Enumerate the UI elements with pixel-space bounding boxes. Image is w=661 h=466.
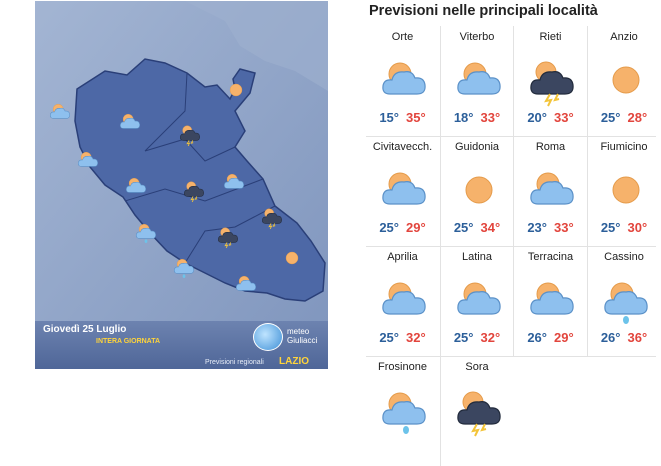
sun-cloud-icon <box>455 56 503 104</box>
city-name: Frosinone <box>378 361 427 373</box>
city-name: Guidonia <box>454 141 500 153</box>
max-temperature: 29° <box>554 330 574 345</box>
city-temperatures <box>441 220 514 235</box>
city-temperatures <box>366 220 439 235</box>
city-forecast-guidonia[interactable] <box>440 136 514 246</box>
map-sun-cloud-icon <box>117 111 143 133</box>
city-temperatures <box>588 220 661 235</box>
map-sun-icon <box>223 79 249 101</box>
max-temperature: 29° <box>406 220 426 235</box>
forecast-label: Previsioni regionali <box>205 359 264 366</box>
max-temperature: 34° <box>480 220 501 235</box>
map-storm-icon <box>181 179 207 201</box>
city-forecast-roma[interactable] <box>513 136 587 246</box>
max-temperature: 30° <box>627 220 648 235</box>
city-name: Anzio <box>610 31 638 43</box>
city-forecast-civitavecch[interactable] <box>366 136 440 246</box>
row-divider <box>366 356 656 357</box>
row-divider <box>366 246 656 247</box>
map-sun-cloud-icon <box>47 101 73 123</box>
map-storm-icon <box>259 206 285 228</box>
city-temperatures <box>514 220 587 235</box>
city-temperatures <box>441 110 514 125</box>
city-temperatures <box>588 330 661 345</box>
min-temperature: 25° <box>453 220 474 235</box>
city-forecast-rieti[interactable] <box>513 26 587 136</box>
min-temperature: 25° <box>379 220 399 235</box>
brand-line-2: Giuliacci <box>287 336 318 345</box>
min-temperature: 18° <box>453 110 474 125</box>
city-forecast-frosinone[interactable] <box>366 356 440 466</box>
city-forecast-fiumicino[interactable] <box>587 136 661 246</box>
city-name: Orte <box>391 31 414 43</box>
sun-cloud-icon <box>380 276 428 324</box>
city-name: Civitavecch. <box>372 141 433 153</box>
sun-cloud-icon <box>380 56 428 104</box>
city-name: Sora <box>465 361 489 373</box>
sun-cloud-icon <box>528 166 576 214</box>
city-forecast-grid <box>366 26 656 431</box>
map-sun-rain-icon <box>133 221 159 243</box>
map-period: INTERA GIORNATA <box>96 338 161 345</box>
city-name: Cassino <box>604 251 644 263</box>
city-temperatures <box>588 110 661 125</box>
city-forecast-orte[interactable] <box>366 26 440 136</box>
city-name: Latina <box>462 251 492 263</box>
map-storm-icon <box>215 225 241 247</box>
sun-cloud-icon <box>380 166 428 214</box>
max-temperature: 28° <box>627 110 648 125</box>
city-forecast-viterbo[interactable] <box>440 26 514 136</box>
city-temperatures <box>514 330 587 345</box>
rain-icon <box>380 386 428 434</box>
max-temperature: 33° <box>554 110 574 125</box>
meteo-giuliacci-logo-icon <box>253 323 283 351</box>
map-sun-cloud-icon <box>233 273 259 295</box>
min-temperature: 25° <box>600 110 621 125</box>
min-temperature: 25° <box>600 220 621 235</box>
city-name: Aprilia <box>387 251 418 263</box>
city-temperatures <box>366 110 439 125</box>
city-forecast-aprilia[interactable] <box>366 246 440 356</box>
page-title: Previsioni nelle principali località <box>369 3 598 19</box>
city-temperatures <box>514 110 587 125</box>
map-date: Giovedì 25 Luglio <box>43 324 127 335</box>
max-temperature: 33° <box>480 110 501 125</box>
brand-line-1: meteo <box>287 327 310 336</box>
city-forecast-latina[interactable] <box>440 246 514 356</box>
map-sun-cloud-icon <box>221 171 247 193</box>
min-temperature: 25° <box>379 330 399 345</box>
storm-icon <box>455 386 503 434</box>
region-map <box>35 1 328 369</box>
min-temperature: 15° <box>379 110 399 125</box>
max-temperature: 32° <box>406 330 426 345</box>
city-name: Viterbo <box>459 31 495 43</box>
sun-icon <box>602 56 650 104</box>
min-temperature: 26° <box>527 330 547 345</box>
city-temperatures <box>441 330 514 345</box>
map-sun-icon <box>279 247 305 269</box>
map-sun-cloud-icon <box>123 175 149 197</box>
min-temperature: 25° <box>453 330 474 345</box>
sun-icon <box>602 166 650 214</box>
sun-icon <box>455 166 503 214</box>
city-name: Rieti <box>539 31 562 43</box>
city-forecast-cassino[interactable] <box>587 246 661 356</box>
max-temperature: 35° <box>406 110 426 125</box>
sun-cloud-icon <box>528 276 576 324</box>
min-temperature: 20° <box>527 110 547 125</box>
max-temperature: 33° <box>554 220 574 235</box>
min-temperature: 26° <box>600 330 621 345</box>
sun-rain-icon <box>602 276 650 324</box>
city-name: Terracina <box>527 251 574 263</box>
map-sun-rain-icon <box>171 256 197 278</box>
city-forecast-sora[interactable] <box>440 356 514 466</box>
city-forecast-anzio[interactable] <box>587 26 661 136</box>
city-forecast-terracina[interactable] <box>513 246 587 356</box>
sun-cloud-icon <box>455 276 503 324</box>
min-temperature: 23° <box>527 220 547 235</box>
brand-name <box>287 327 317 345</box>
max-temperature: 36° <box>627 330 648 345</box>
max-temperature: 32° <box>480 330 501 345</box>
region-name: LAZIO <box>279 356 309 367</box>
city-name: Fiumicino <box>600 141 648 153</box>
row-divider <box>366 136 656 137</box>
storm-icon <box>528 56 576 104</box>
city-name: Roma <box>535 141 566 153</box>
map-storm-icon <box>177 123 203 145</box>
map-sun-cloud-icon <box>75 149 101 171</box>
city-temperatures <box>366 330 439 345</box>
